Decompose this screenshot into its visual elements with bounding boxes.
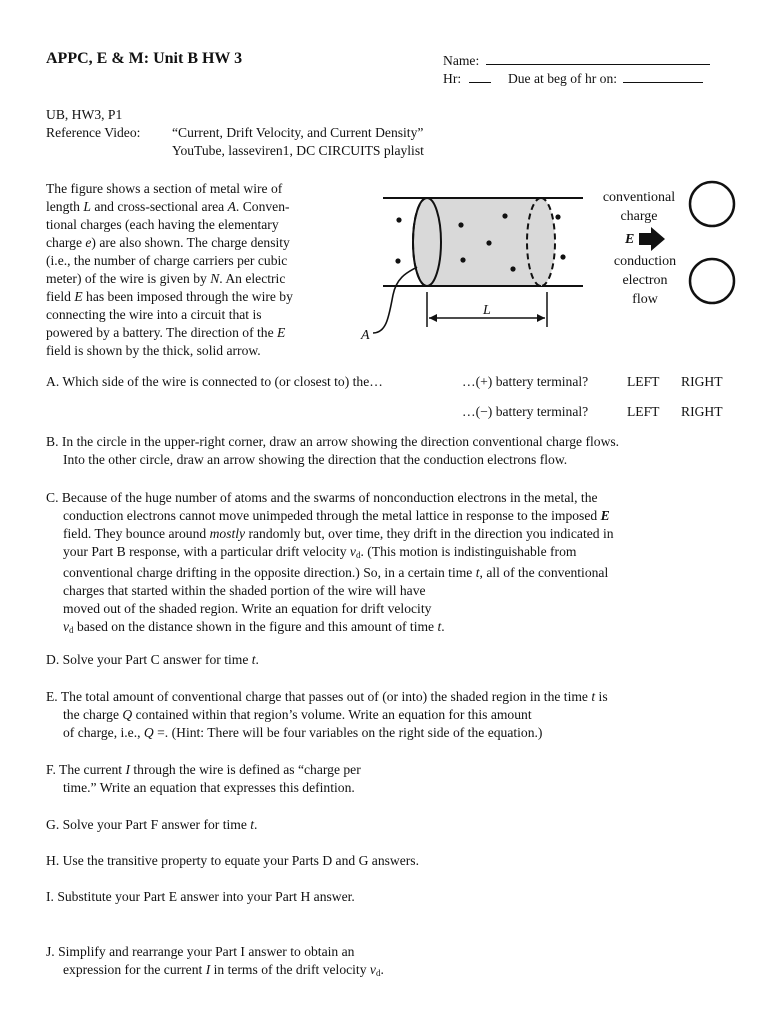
due-label: Due at beg of hr on: [507,71,618,86]
flow-label: flow [632,292,658,307]
length-label: L [483,303,491,318]
conventional-label: conventional [602,190,676,205]
due-blank[interactable] [623,71,703,83]
question-c-line: moved out of the shaded region. Write an equation for drift velocity [63,601,432,616]
name-blank[interactable] [486,53,710,65]
conduction-label: conduction [613,254,677,269]
hr-label: Hr: [443,71,462,86]
intro-line: field E has been imposed through the wire by [46,289,293,304]
problem-id: UB, HW3, P1 [46,107,123,122]
conventional-flow-circle[interactable] [690,182,734,226]
intro-line: (i.e., the number of charge carriers per cubic [46,253,288,268]
question-h: H. Use the transitive property to equate your Parts D and G answers. [46,853,419,868]
reference-label: Reference Video: [46,125,141,140]
pos-left-option[interactable]: LEFT [627,374,660,389]
intro-line: The figure shows a section of metal wire of [46,181,283,196]
reference-video-source: YouTube, lasseviren1, DC CIRCUITS playlist [172,143,424,158]
question-g: G. Solve your Part F answer for time t. [46,817,258,832]
question-b-line: B. In the circle in the upper-right corner, draw an arrow showing the direction conventional charge flows. [46,434,620,449]
question-c-line: your Part B response, with a particular drift velocity $v_d$. (This motion is indistinguishable from [63,544,577,560]
question-d: D. Solve your Part C answer for time t. [46,652,259,667]
question-b [46,433,736,469]
intro-line: meter) of the wire is given by N. An electric [46,271,286,286]
neg-terminal-label: …(−) battery terminal? [462,404,589,419]
pos-terminal-label: …(+) battery terminal? [462,374,589,389]
question-i: I. Substitute your Part E answer into your Part H answer. [46,889,355,904]
question-c-line: conduction electrons cannot move unimpeded through the metal lattice in response to the imposed E [63,508,610,523]
intro-line: field is shown by the thick, solid arrow. [46,343,261,358]
question-j: J. Simplify and rearrange your Part I answer to obtain an expression for the current I in terms of the drift velocity $v_d$. [46,944,384,978]
name-label: Name: [443,53,480,68]
neg-right-option[interactable]: RIGHT [681,404,723,419]
pos-right-option[interactable]: RIGHT [681,374,723,389]
page-title: APPC, E & M: Unit B HW 3 [46,50,243,67]
intro-line: tional charges (each having the elementary [46,217,279,232]
left-cross-section [413,198,441,286]
hr-blank[interactable] [469,71,491,83]
electron-flow-circle[interactable] [690,259,734,303]
neg-left-option[interactable]: LEFT [627,404,660,419]
intro-line: charge e) are also shown. The charge density [46,235,290,250]
area-label: A [361,328,370,343]
field-label: E [625,232,635,247]
question-c-line: $v_d$ based on the distance shown in the figure and this amount of time t. [63,619,445,635]
hr-due-field [443,70,703,88]
question-c-line: C. Because of the huge number of atoms and the swarms of nonconduction electrons in the metal, the [46,490,598,505]
question-e: E. The total amount of conventional charge that passes out of (or into) the shaded region in the time t is the charge Q contained within that region’s volume. Write an equation for this amount of charge, i.e., Q =. (Hint: There will be four variables on the right side of the equation.) [46,689,608,740]
question-c-line: charges that started within the shaded portion of the wire will have [63,583,426,598]
question-b-line: Into the other circle, draw an arrow showing the direction that the conduction electrons flow. [63,452,568,467]
reference-video-title: “Current, Drift Velocity, and Current Density” [172,125,424,140]
charge-label: charge [620,209,658,224]
intro-line: connecting the wire into a circuit that is [46,307,262,322]
name-field [443,52,710,70]
question-c [46,489,736,639]
question-a-text: A. Which side of the wire is connected to (or closest to) the… [46,374,383,389]
wire-figure [355,175,755,350]
intro-line: powered by a battery. The direction of the E [46,325,286,340]
area-pointer [373,267,417,333]
intro-line: length L and cross-sectional area A. Conven- [46,199,290,214]
question-c-line: conventional charge drifting in the opposite direction.) So, in a certain time t, all of the conventional [63,565,609,580]
electron-label: electron [622,273,668,288]
question-f: F. The current I through the wire is defined as “charge per time.” Write an equation that expresses this defintion. [46,762,361,795]
question-c-line: field. They bounce around mostly randomly but, over time, they drift in the direction you indicated in [63,526,614,541]
field-arrow-icon [639,227,665,251]
